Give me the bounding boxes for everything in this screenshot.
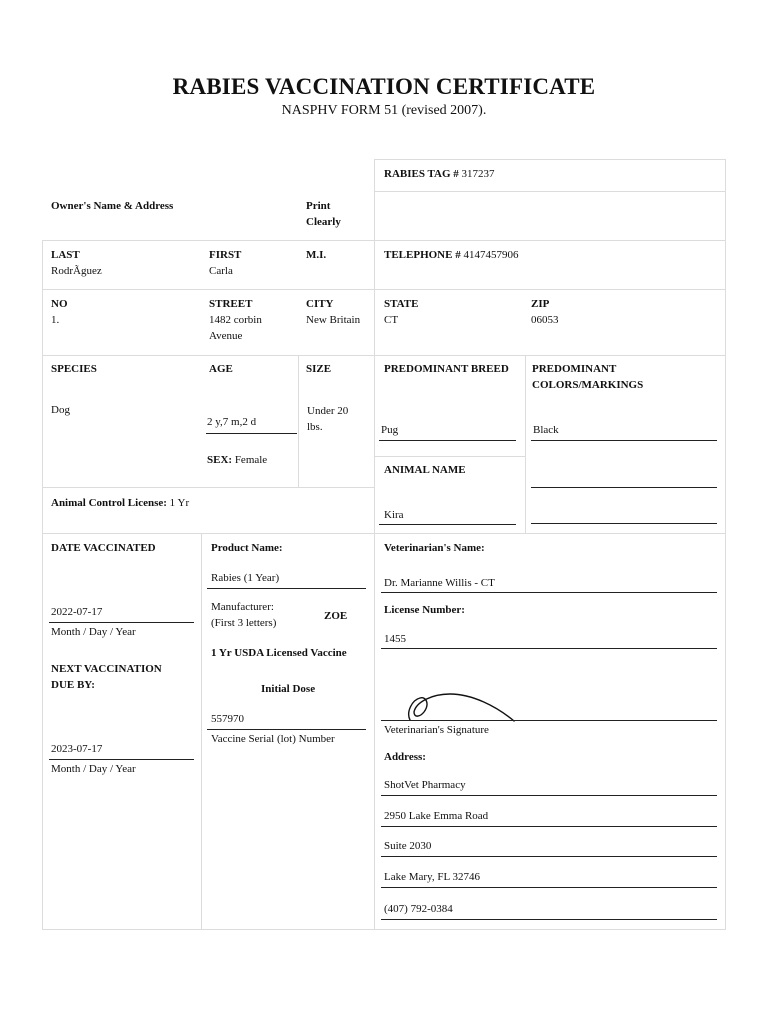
product-name-value: Rabies (1 Year) [211, 572, 280, 584]
next-vaccination-label-line1: NEXT VACCINATION [51, 663, 162, 675]
vet-signature-label: Veterinarian's Signature [384, 724, 489, 736]
date-format-label-1: Month / Day / Year [51, 626, 136, 638]
rabies-tag-label: RABIES TAG # [384, 168, 459, 180]
sex-value: Female [234, 454, 268, 466]
age-underline [206, 433, 297, 434]
last-name-value: RodrÃguez [51, 265, 102, 277]
vet-name-underline [381, 592, 717, 593]
date-vaccinated-underline [49, 622, 194, 623]
serial-number-underline [207, 729, 366, 730]
form-subtitle: NASPHV FORM 51 (revised 2007). [281, 103, 487, 118]
serial-number-label: Vaccine Serial (lot) Number [211, 733, 335, 745]
zip-label: ZIP [531, 298, 550, 310]
animal-name-value: Kira [384, 509, 404, 521]
age-value: 2 y,7 m,2 d [207, 416, 257, 428]
next-vaccination-underline [49, 759, 194, 760]
colors-underline-3 [531, 523, 717, 524]
breed-underline [379, 440, 516, 441]
print-clearly-line1: Print [306, 200, 331, 212]
state-label: STATE [384, 298, 419, 310]
rabies-tag [384, 166, 495, 182]
vet-address-line: Suite 2030 [384, 840, 432, 852]
city-value: New Britain [306, 314, 361, 326]
first-name-value: Carla [209, 265, 233, 277]
product-name-label: Product Name: [211, 542, 283, 554]
certificate-title: RABIES VACCINATION CERTIFICATE [172, 74, 596, 99]
sex-label: SEX: [207, 454, 233, 466]
print-clearly-line2: Clearly [306, 216, 341, 228]
last-name-label: LAST [51, 249, 80, 261]
next-vaccination-value: 2023-07-17 [51, 743, 103, 755]
telephone-value: 4147457906 [463, 249, 519, 261]
vet-phone-underline [381, 919, 717, 920]
breed-label: PREDOMINANT BREED [384, 363, 509, 375]
size-value-line1: Under 20 [307, 405, 349, 417]
size-value-line2: lbs. [307, 421, 323, 433]
street-value-line2: Avenue [209, 330, 243, 342]
vet-phone: (407) 792-0384 [384, 903, 453, 915]
vet-address-line: Lake Mary, FL 32746 [384, 871, 481, 883]
city-label: CITY [306, 298, 334, 310]
usda-license-label: 1 Yr USDA Licensed Vaccine [211, 647, 347, 659]
vet-signature [400, 690, 530, 724]
vet-name-value: Dr. Marianne Willis - CT [384, 577, 495, 589]
house-number-value: 1. [51, 314, 60, 326]
animal-control-license-label: Animal Control License: [51, 497, 167, 509]
animal-control-license [51, 495, 189, 511]
street-value-line1: 1482 corbin [209, 314, 262, 326]
vet-address-underline [381, 887, 717, 888]
street-label: STREET [209, 298, 253, 310]
next-vaccination-label-line2: DUE BY: [51, 679, 95, 691]
vet-address-label: Address: [384, 751, 426, 763]
manufacturer-value: ZOE [324, 610, 348, 622]
product-name-underline [207, 588, 366, 589]
first-name-label: FIRST [209, 249, 242, 261]
colors-underline-1 [531, 440, 717, 441]
manufacturer-label-line2: (First 3 letters) [211, 617, 277, 629]
vet-address-line: 2950 Lake Emma Road [384, 810, 489, 822]
vet-address-line: ShotVet Pharmacy [384, 779, 466, 791]
date-vaccinated-label: DATE VACCINATED [51, 542, 156, 554]
species-label: SPECIES [51, 363, 97, 375]
vet-address-underline [381, 856, 717, 857]
vet-license-label: License Number: [384, 604, 465, 616]
manufacturer-label-line1: Manufacturer: [211, 601, 274, 613]
age-label: AGE [209, 363, 233, 375]
telephone-label: TELEPHONE # [384, 249, 461, 261]
zip-value: 06053 [531, 314, 559, 326]
vet-signature-underline [381, 720, 717, 721]
colors-label-line2: COLORS/MARKINGS [532, 379, 644, 391]
state-value: CT [384, 314, 399, 326]
house-number-label: NO [51, 298, 68, 310]
animal-name-underline [379, 524, 516, 525]
breed-value: Pug [381, 424, 399, 436]
animal-control-license-value: 1 Yr [169, 497, 190, 509]
vet-name-label: Veterinarian's Name: [384, 542, 485, 554]
size-label: SIZE [306, 363, 332, 375]
telephone [384, 247, 518, 263]
date-format-label-2: Month / Day / Year [51, 763, 136, 775]
owner-section-label: Owner's Name & Address [51, 200, 174, 212]
sex [207, 452, 267, 468]
colors-label-line1: PREDOMINANT [532, 363, 617, 375]
middle-initial-label: M.I. [306, 249, 327, 261]
serial-number-value: 557970 [211, 713, 244, 725]
vet-address-underline [381, 795, 717, 796]
colors-underline-2 [531, 487, 717, 488]
animal-name-label: ANIMAL NAME [384, 464, 466, 476]
vet-license-underline [381, 648, 717, 649]
dose-label: Initial Dose [261, 683, 316, 695]
date-vaccinated-value: 2022-07-17 [51, 606, 103, 618]
species-value: Dog [51, 404, 70, 416]
colors-value: Black [533, 424, 559, 436]
rabies-tag-value: 317237 [461, 168, 495, 180]
vet-license-value: 1455 [384, 633, 406, 645]
vet-address-underline [381, 826, 717, 827]
